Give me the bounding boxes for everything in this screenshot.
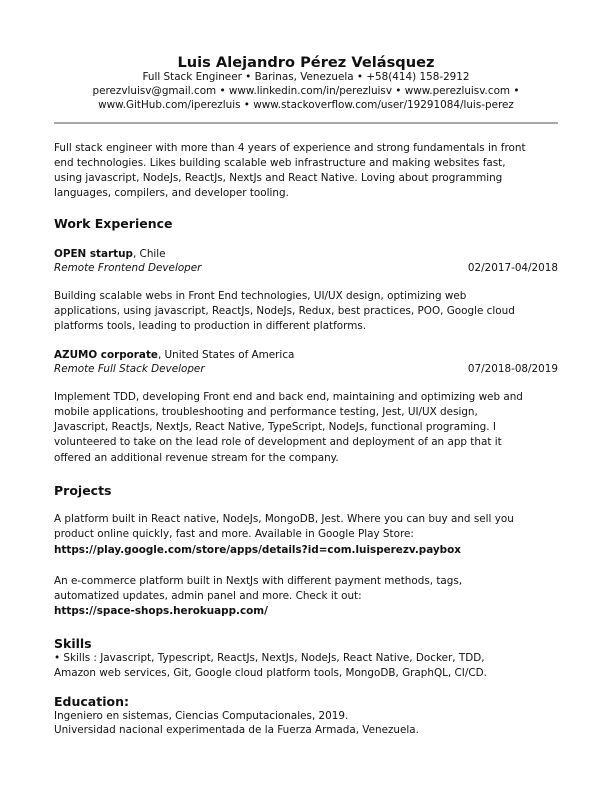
job-company: OPEN startup <box>54 248 133 260</box>
job-description-line: offered an additional revenue stream for the company. <box>54 452 339 464</box>
projects-heading: Projects <box>54 483 112 498</box>
summary-line: languages, compilers, and developer tooling. <box>54 187 289 199</box>
contact-line-3: www.GitHub.com/iperezluis • www.stackoverflow.com/user/19291084/luis-perez <box>98 99 514 111</box>
job-company: AZUMO corporate <box>54 349 158 361</box>
job-description-line: volunteered to take on the lead role of development and deployment of an app that it <box>54 436 502 448</box>
skills-line: • Skills : Javascript, Typescript, ReactJs, NextJs, NodeJs, React Native, Docker, TDD, <box>54 652 485 664</box>
work-experience-heading: Work Experience <box>54 216 173 231</box>
job-role: Remote Frontend Developer <box>54 262 202 274</box>
education-line: Universidad nacional experimentada de la Fuerza Armada, Venezuela. <box>54 724 419 736</box>
education-line: Ingeniero en sistemas, Ciencias Computacionales, 2019. <box>54 710 349 722</box>
candidate-name: Luis Alejandro Pérez Velásquez <box>177 54 435 71</box>
project-description-line: An e-commerce platform built in NextJs with different payment methods, tags, <box>54 575 463 587</box>
job-description-line: platforms tools, leading to production in different platforms. <box>54 320 367 332</box>
job-description-line: Javascript, ReactJs, NextJs, React Native, TypeScript, NodeJs, functional programing. I <box>54 421 496 433</box>
education-heading: Education: <box>54 694 129 709</box>
skills-line: Amazon web services, Git, Google cloud platform tools, MongoDB, GraphQL, CI/CD. <box>54 667 487 679</box>
job-role: Remote Full Stack Developer <box>54 363 205 375</box>
project-link[interactable]: https://play.google.com/store/apps/details?id=com.luisperezv.paybox <box>54 544 461 556</box>
skills-heading: Skills <box>54 636 92 651</box>
project-description-line: automatized updates, admin panel and more. Check it out: <box>54 590 362 602</box>
summary-line: end technologies. Likes building scalable web infrastructure and making websites fast, <box>54 157 506 169</box>
job-location: , Chile <box>132 248 166 260</box>
project-description-line: product online quickly, fast and more. Available in Google Play Store: <box>54 528 414 540</box>
job-header <box>54 349 294 362</box>
project-description-line: A platform built in React native, NodeJs, MongoDB, Jest. Where you can buy and sell you <box>54 513 514 525</box>
summary-line: Full stack engineer with more than 4 years of experience and strong fundamentals in front <box>54 142 526 154</box>
contact-line-1: Full Stack Engineer • Barinas, Venezuela • +58(414) 158-2912 <box>142 71 470 83</box>
contact-line-2: perezvluisv@gmail.com • www.linkedin.com/in/perezluisv • www.perezluisv.com • <box>92 85 520 97</box>
summary-line: using javascript, NodeJs, ReactJs, NextJs and React Native. Loving about programming <box>54 172 503 184</box>
job-dates: 07/2018-08/2019 <box>467 363 558 375</box>
project-link[interactable]: https://space-shops.herokuapp.com/ <box>54 605 268 617</box>
job-description-line: Implement TDD, developing Front end and back end, maintaining and optimizing web and <box>54 391 523 403</box>
job-description-line: mobile applications, troubleshooting and performance testing, Jest, UI/UX design, <box>54 406 478 418</box>
job-header <box>54 248 166 261</box>
job-description-line: applications, using javascript, ReactJs, NodeJs, Redux, best practices, POO, Google cloud <box>54 305 515 317</box>
job-location: , United States of America <box>157 349 295 361</box>
job-description-line: Building scalable webs in Front End technologies, UI/UX design, optimizing web <box>54 290 467 302</box>
header-divider <box>54 122 558 124</box>
job-dates: 02/2017-04/2018 <box>467 262 558 274</box>
